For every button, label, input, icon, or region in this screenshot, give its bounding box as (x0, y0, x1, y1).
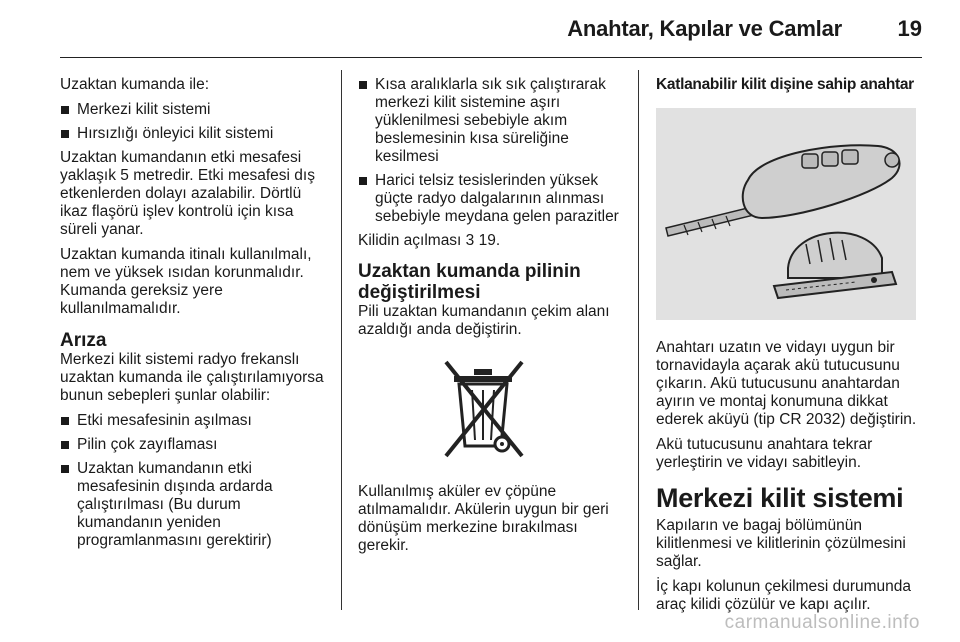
chapter-title: Anahtar, Kapılar ve Camlar (567, 16, 842, 41)
unlock-reference: Kilidin açılması 3 19. (358, 232, 501, 249)
watermark: carmanualsonline.info (724, 612, 920, 633)
disposal-text: Kullanılmış aküler ev çöpüne atılmamalıdır. Akülerin uygun bir geri dönüşüm merkezine bırakılması gerekir. (358, 483, 609, 554)
bullet-item: Uzaktan kumandanın etki mesafesinin dışında ardarda çalıştırılması (Bu durum kumandanın yeniden programlanmasını gerektirir) (60, 460, 330, 550)
header-rule (60, 57, 922, 58)
fault-heading: Arıza (60, 330, 107, 351)
intro-text: Uzaktan kumanda ile: (60, 76, 210, 93)
folding-key-heading: Katlanabilir kilit dişine sahip anahtar (656, 76, 914, 93)
battery-heading: Uzaktan kumanda pilinin değiştirilmesi (358, 261, 581, 303)
column-2 (358, 76, 630, 562)
bullet-item: Pilin çok zayıflaması (60, 436, 330, 454)
folding-key-illustration (656, 108, 916, 320)
bullet-item: Merkezi kilit sistemi (60, 101, 330, 119)
bullet-item: Kısa aralıklarla sık sık çalıştırarak merkezi kilit sistemine aşırı yüklenilmesi sebebiyle akım beslemesinin kısa süreliğine kesilmesi (358, 76, 630, 166)
battery-text: Pili uzaktan kumandanın çekim alanı azaldığı anda değiştirin. (358, 303, 610, 338)
bullet-item: Hırsızlığı önleyici kilit sistemi (60, 125, 330, 143)
bullet-item: Etki mesafesinin aşılması (60, 412, 330, 430)
column-divider-1 (341, 70, 342, 610)
care-paragraph: Uzaktan kumanda itinalı kullanılmalı, nem ve yüksek ısıdan korunmalıdır. Kumanda gereksiz yere kullanılmamalıdır. (60, 246, 312, 317)
column-1 (60, 76, 330, 556)
reinsert-paragraph: Akü tutucusunu anahtara tekrar yerleştirin ve vidayı sabitleyin. (656, 436, 873, 471)
fault-text: Merkezi kilit sistemi radyo frekanslı uzaktan kumanda ile çalıştırılamıyorsa bunun sebepleri şunlar olabilir: (60, 351, 324, 404)
central-locking-paragraph-1: Kapıların ve bagaj bölümünün kilitlenmesi ve kilitlerinin çözülmesini sağlar. (656, 517, 906, 570)
bullet-item: Harici telsiz tesislerinden yüksek güçte radyo dalgalarının alınması sebebiyle meydana gelen parazitler (358, 172, 630, 226)
column-divider-2 (638, 70, 639, 610)
column-3 (656, 76, 924, 621)
central-locking-heading: Merkezi kilit sistemi (656, 483, 904, 513)
central-locking-paragraph-2: İç kapı kolunun çekilmesi durumunda araç kilidi çözülür ve kapı açılır. (656, 578, 912, 613)
crossed-bin-icon (438, 354, 528, 464)
range-paragraph: Uzaktan kumandanın etki mesafesi yaklaşık 5 metredir. Etki mesafesi dış etkenlerden dolayı azalabilir. Dörtlü ikaz flaşörü işlev kontrolü için kısa süreli yanar. (60, 149, 315, 238)
page-number: 19 (897, 16, 922, 41)
battery-replace-paragraph: Anahtarı uzatın ve vidayı uygun bir tornavidayla açarak akü tutucusunu çıkarın. Akü tutucusunu anahtardan ayırın ve montaj konumuna dikkat ederek aküyü (tip CR 2032) değiştirin. (656, 339, 917, 428)
